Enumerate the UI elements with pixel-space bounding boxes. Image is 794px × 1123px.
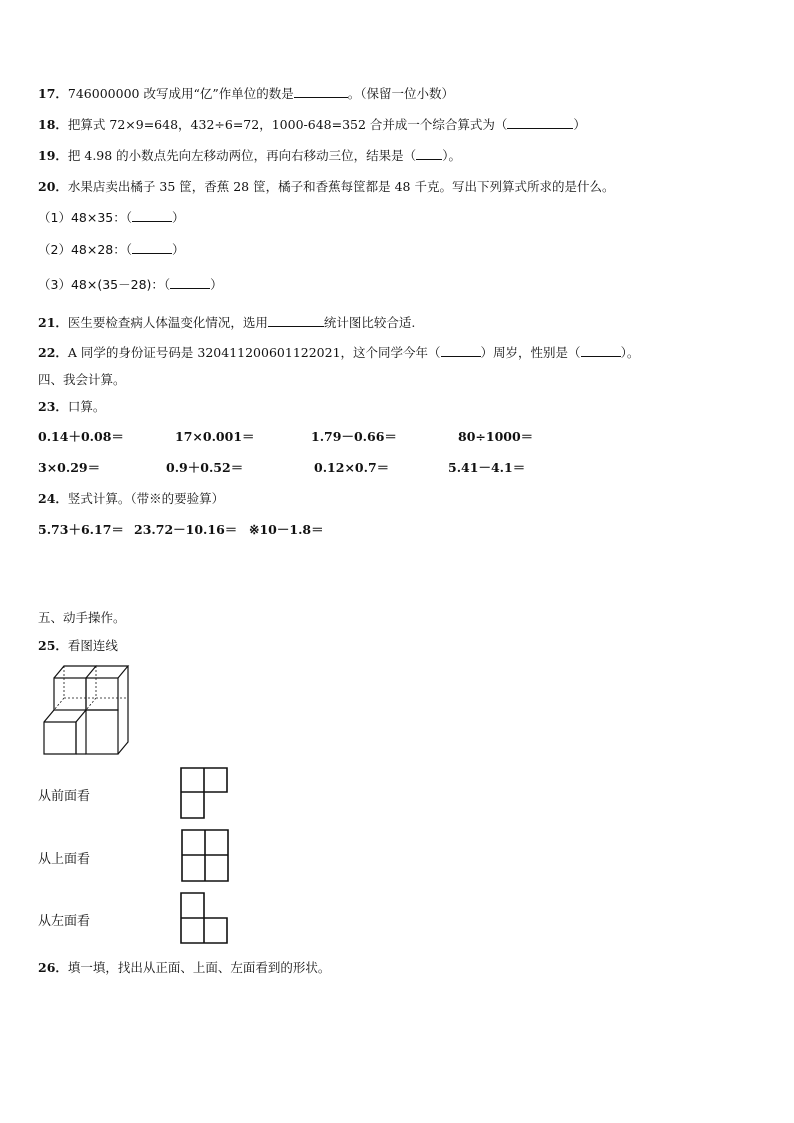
mental-calc-item: 3×0.29＝ bbox=[38, 460, 101, 475]
view-label-top: 从上面看 bbox=[38, 852, 91, 867]
mental-calc-item: 0.14＋0.08＝ bbox=[38, 429, 124, 444]
question-text-tail: 统计图比较合适. bbox=[323, 315, 416, 330]
view-shape-top[interactable] bbox=[180, 828, 232, 884]
question-number: 25． bbox=[38, 638, 68, 653]
answer-blank[interactable] bbox=[416, 147, 442, 160]
question-number: 18． bbox=[38, 117, 68, 132]
question-23 bbox=[38, 397, 105, 415]
item-label: （2） bbox=[38, 242, 71, 257]
item-label: （1） bbox=[38, 210, 71, 225]
question-text: 746000000 改写成用“亿”作单位的数是 bbox=[67, 86, 294, 101]
question-text: A 同学的身份证号码是 320411200601122021，这个同学今年（ bbox=[67, 345, 441, 360]
section-5-heading: 五、动手操作。 bbox=[38, 610, 126, 625]
written-calc-item: ※10－1.8＝ bbox=[249, 522, 324, 537]
mental-calc-item: 17×0.001＝ bbox=[175, 429, 255, 444]
question-text: 口算。 bbox=[67, 399, 106, 414]
answer-blank-gender[interactable] bbox=[581, 344, 621, 357]
question-text-tail: 。（保留一位小数） bbox=[347, 86, 455, 101]
question-text: 竖式计算。（带※的要验算） bbox=[67, 491, 225, 506]
question-24 bbox=[38, 489, 224, 507]
question-25 bbox=[38, 636, 118, 654]
answer-blank-age[interactable] bbox=[441, 344, 481, 357]
question-number: 24． bbox=[38, 491, 68, 506]
item-close: ） bbox=[172, 242, 185, 257]
answer-blank[interactable] bbox=[132, 209, 172, 222]
question-text: 看图连线 bbox=[67, 638, 118, 653]
question-number: 26． bbox=[38, 960, 68, 975]
question-18 bbox=[38, 115, 586, 133]
answer-blank[interactable] bbox=[132, 241, 172, 254]
question-text: 把算式 72×9=648，432÷6=72，1000-648=352 合并成一个综合算式为（ bbox=[67, 117, 508, 132]
question-19 bbox=[38, 146, 461, 164]
question-number: 21． bbox=[38, 315, 68, 330]
question-17 bbox=[38, 84, 454, 102]
question-number: 19． bbox=[38, 148, 68, 163]
written-calc-item: 5.73＋6.17＝ bbox=[38, 522, 124, 537]
mental-calc-item: 1.79－0.66＝ bbox=[311, 429, 397, 444]
q20-item-1 bbox=[38, 208, 185, 226]
mental-calc-item: 0.12×0.7＝ bbox=[314, 460, 390, 475]
view-label-front: 从前面看 bbox=[38, 789, 91, 804]
item-close: ） bbox=[210, 277, 223, 292]
item-expression: 48×35：（ bbox=[70, 210, 132, 225]
question-text-tail: ）。 bbox=[442, 148, 461, 163]
question-22 bbox=[38, 343, 639, 361]
view-shape-front[interactable] bbox=[179, 766, 231, 820]
item-expression: 48×(35－28)：（ bbox=[70, 277, 171, 292]
section-4-heading: 四、我会计算。 bbox=[38, 372, 126, 387]
cube-stack-figure bbox=[36, 660, 136, 760]
item-close: ） bbox=[172, 210, 185, 225]
answer-blank[interactable] bbox=[507, 116, 573, 129]
question-text-tail: ） bbox=[573, 117, 586, 132]
question-26 bbox=[38, 958, 330, 976]
answer-blank[interactable] bbox=[294, 85, 348, 98]
question-number: 17． bbox=[38, 86, 68, 101]
item-label: （3） bbox=[38, 277, 71, 292]
mental-calc-item: 0.9＋0.52＝ bbox=[166, 460, 244, 475]
question-text: 水果店卖出橘子 35 筐，香蕉 28 筐，橘子和香蕉每筐都是 48 千克。写出下列算式所求的是什么。 bbox=[67, 179, 615, 194]
question-text: 把 4.98 的小数点先向左移动两位，再向右移动三位，结果是（ bbox=[67, 148, 417, 163]
question-number: 22． bbox=[38, 345, 68, 360]
mental-calc-item: 5.41－4.1＝ bbox=[448, 460, 526, 475]
question-text-tail: ）。 bbox=[620, 345, 640, 360]
mental-calc-item: 80÷1000＝ bbox=[458, 429, 534, 444]
question-number: 20． bbox=[38, 179, 68, 194]
question-text: 医生要检查病人体温变化情况，选用 bbox=[67, 315, 268, 330]
answer-blank[interactable] bbox=[268, 314, 324, 327]
question-20 bbox=[38, 177, 614, 195]
q20-item-2 bbox=[38, 240, 185, 258]
question-number: 23． bbox=[38, 399, 68, 414]
view-shape-left[interactable] bbox=[179, 891, 231, 945]
question-text-mid: ）周岁，性别是（ bbox=[480, 345, 581, 360]
question-text: 填一填，找出从正面、上面、左面看到的形状。 bbox=[67, 960, 331, 975]
q20-item-3 bbox=[38, 275, 223, 293]
item-expression: 48×28：（ bbox=[70, 242, 132, 257]
answer-blank[interactable] bbox=[170, 276, 210, 289]
written-calc-item: 23.72－10.16＝ bbox=[134, 522, 238, 537]
question-21 bbox=[38, 313, 415, 331]
view-label-left: 从左面看 bbox=[38, 914, 91, 929]
